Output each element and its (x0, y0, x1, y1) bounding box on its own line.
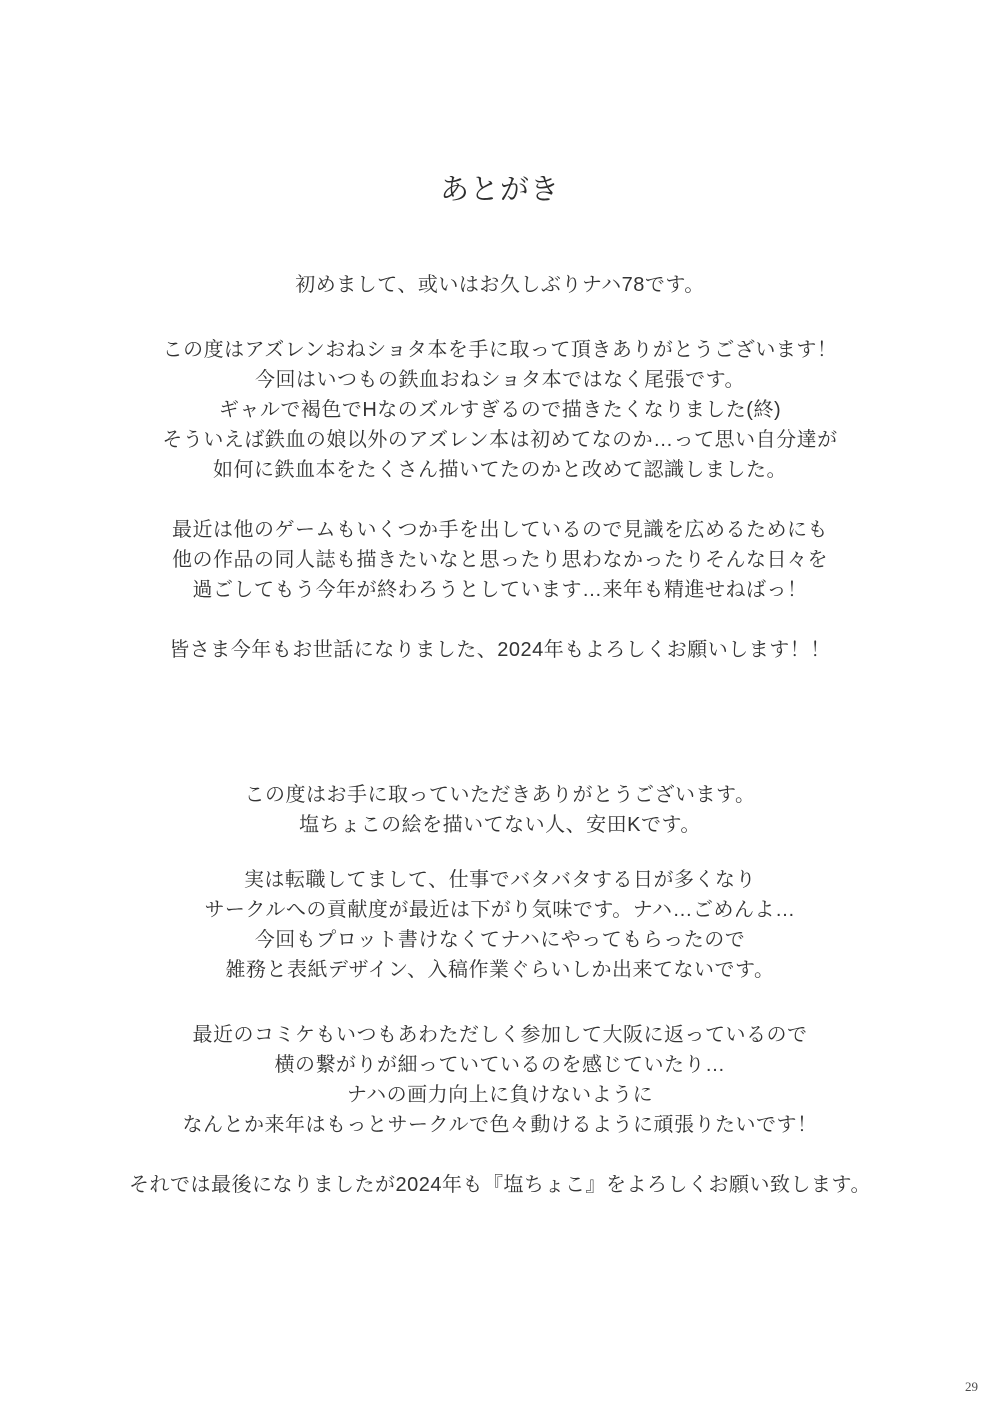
text-line: 雑務と表紙デザイン、入稿作業ぐらいしか出来てないです。 (225, 959, 775, 981)
text-line: 今回もプロット書けなくてナハにやってもらったので (254, 929, 746, 951)
text-line: 他の作品の同人誌も描きたいなと思ったり思わなかったりそんな日々を (172, 549, 828, 571)
text-line: 今回はいつもの鉄血おねショタ本ではなく尾張です。 (255, 369, 745, 391)
text-line: 如何に鉄血本をたくさん描いてたのかと改めて認識しました。 (213, 459, 787, 481)
text-line: この度はお手に取っていただきありがとうございます。 (244, 784, 756, 806)
afterword-section-1 (0, 270, 1000, 665)
paragraph (0, 515, 1000, 605)
text-line: ナハの画力向上に負けないように (346, 1084, 654, 1106)
paragraph (0, 865, 1000, 985)
text-line: 過ごしてもう今年が終わろうとしています…来年も精進せねばっ！ (192, 579, 808, 601)
afterword-text (0, 270, 1000, 1200)
text-line: この度はアズレンおねショタ本を手に取って頂きありがとうございます！ (162, 339, 838, 361)
text-line: サークルへの貢献度が最近は下がり気味です。ナハ…ごめんよ… (204, 899, 796, 921)
paragraph (0, 1170, 1000, 1200)
text-line: 最近のコミケもいつもあわただしく参加して大阪に返っているので (192, 1024, 808, 1046)
text-line: 皆さま今年もお世話になりました、2024年もよろしくお願いします！！ (169, 639, 831, 661)
page-title: あとがき (439, 174, 560, 206)
text-line: 最近は他のゲームもいくつか手を出しているので見識を広めるためにも (172, 519, 828, 541)
paragraph (0, 335, 1000, 485)
page-number: 29 (965, 1379, 978, 1394)
text-line: 塩ちょこの絵を描いてない人、安田Kです。 (299, 814, 701, 836)
text-line: そういえば鉄血の娘以外のアズレン本は初めてなのか…って思い自分達が (162, 429, 838, 451)
text-line: 初めまして、或いはお久しぶりナハ78です。 (295, 274, 705, 296)
afterword-section-2 (0, 780, 1000, 1200)
text-line: それでは最後になりましたが2024年も『塩ちょこ』をよろしくお願い致します。 (129, 1174, 871, 1196)
paragraph (0, 780, 1000, 840)
text-line: 横の繋がりが細っていているのを感じていたり… (274, 1054, 726, 1076)
text-line: なんとか来年はもっとサークルで色々動けるように頑張りたいです！ (182, 1114, 818, 1136)
text-line: ギャルで褐色でHなのズルすぎるので描きたくなりました(終) (218, 399, 782, 421)
paragraph (0, 270, 1000, 300)
text-line: 実は転職してまして、仕事でバタバタする日が多くなり (244, 869, 756, 891)
paragraph (0, 1020, 1000, 1140)
paragraph (0, 635, 1000, 665)
